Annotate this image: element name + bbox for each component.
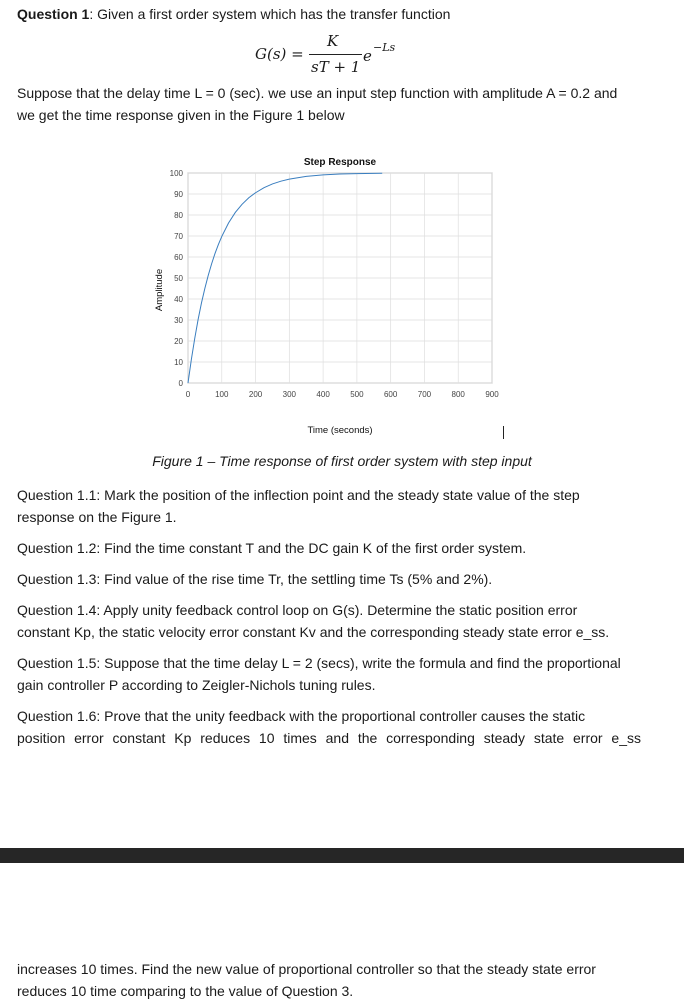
subquestion-line: position error constant Kp reduces 10 times and the corresponding steady state error e_ss [17,730,641,746]
question-intro: : Given a first order system which has the transfer function [89,6,451,22]
y-axis-label: Amplitude [154,268,165,312]
x-tick-label: 200 [248,390,263,399]
question-heading [17,3,450,25]
subquestion-line: Question 1.5: Suppose that the time delay L = 2 (secs), write the formula and find the proportional [17,655,621,671]
x-tick-label: 900 [485,390,499,399]
question-label: Question 1 [17,6,90,22]
figure-caption: Figure 1 – Time response of first order system with step input [152,453,532,469]
subquestion-line: constant Kp, the static velocity error constant Kv and the corresponding steady state error e_ss. [17,624,610,640]
subquestion-line: Question 1.6: Prove that the unity feedback with the proportional controller causes the static [17,708,586,724]
x-tick-label: 800 [451,390,465,399]
text-cursor [503,426,504,439]
x-tick-label: 600 [383,390,398,399]
fraction-bar [309,54,362,55]
y-tick-label: 20 [174,337,183,346]
continuation-line: increases 10 times. Find the new value of proportional controller so that the steady state error [17,961,596,977]
y-tick-label: 70 [174,232,183,241]
subquestion-1-5 [17,652,641,696]
subquestion-line: response on the Figure 1. [17,509,177,525]
x-tick-label: 100 [215,390,229,399]
y-tick-label: 10 [174,358,183,367]
y-tick-label: 90 [174,190,183,199]
x-tick-label: 700 [417,390,432,399]
subquestion-1-4 [17,599,641,643]
y-tick-label: 50 [174,274,183,283]
step-response-chart [140,150,510,440]
subquestion-1-6 [17,705,641,749]
page-break-band [0,848,684,863]
x-tick-label: 300 [282,390,297,399]
formula-numerator: K [327,32,339,50]
transfer-function-formula [0,28,684,82]
subquestion-line: Question 1.4: Apply unity feedback control loop on G(s). Determine the static position error [17,602,578,618]
setup-line-1: Suppose that the delay time L = 0 (sec). we use an input step function with amplitude A = 0.2 and [17,85,618,101]
y-tick-label: 80 [174,211,183,220]
subquestion-line: gain controller P according to Zeigler-Nichols tuning rules. [17,677,376,693]
setup-line-2: we get the time response given in the Figure 1 below [17,107,345,123]
subquestion-line: Question 1.1: Mark the position of the inflection point and the steady state value of the step [17,487,580,503]
subquestion-1-2 [17,537,641,559]
chart-title: Step Response [303,157,377,168]
formula-exp-power: −Ls [373,41,396,54]
x-axis-label: Time (seconds) [307,425,373,436]
x-tick-label: 500 [350,390,364,399]
y-tick-label: 40 [174,295,183,304]
subquestion-line: Question 1.2: Find the time constant T and the DC gain K of the first order system. [17,540,527,556]
x-tick-label: 400 [316,390,330,399]
continuation-line: reduces 10 time comparing to the value of Question 3. [17,983,354,999]
subquestion-line: Question 1.3: Find value of the rise time Tr, the settling time Ts (5% and 2%). [17,571,493,587]
y-tick-label: 0 [178,379,183,388]
formula-denominator: sT + 1 [311,58,361,76]
x-tick-label: 0 [185,390,191,399]
y-tick-label: 60 [174,253,183,262]
formula-exp-base: e [363,47,372,65]
y-tick-label: 100 [169,169,183,178]
formula-lhs: G(s) = [255,45,304,63]
subquestion-1-3 [17,568,641,590]
y-tick-label: 30 [174,316,183,325]
continuation-text [17,958,641,1002]
subquestion-1-1 [17,484,641,528]
